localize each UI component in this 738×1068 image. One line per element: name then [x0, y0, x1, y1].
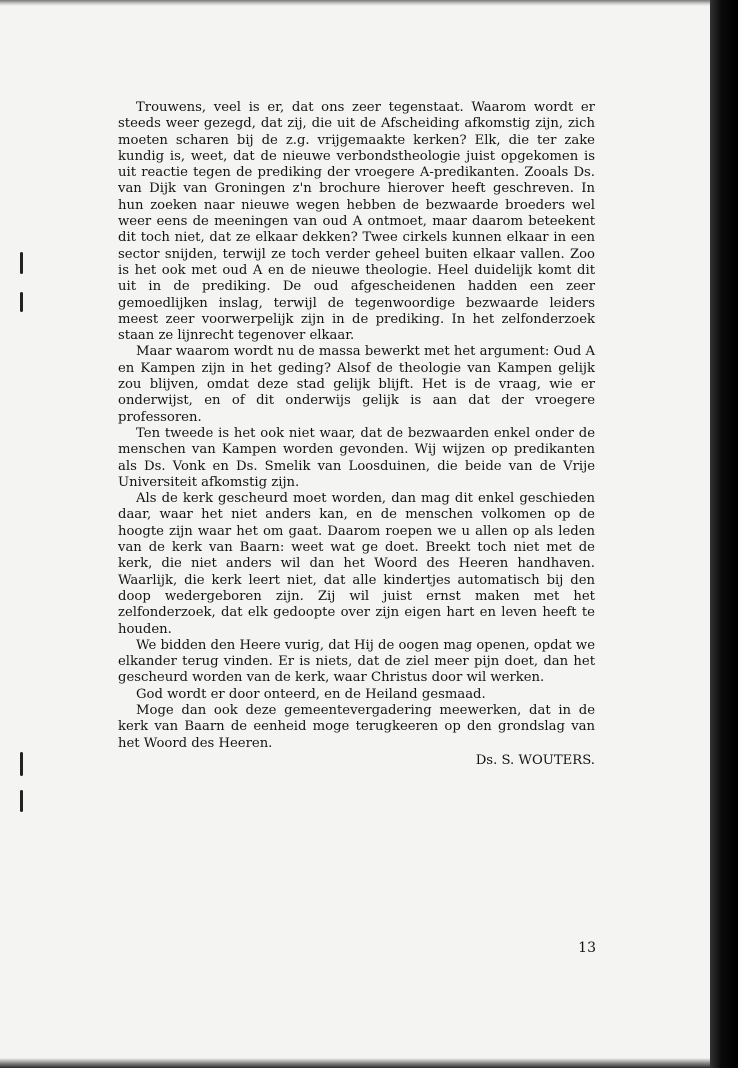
- paragraph: God wordt er door onteerd, en de Heiland gesmaad.: [136, 686, 486, 702]
- binding-mark: [20, 252, 23, 274]
- binding-mark: [20, 752, 23, 776]
- paragraph: Ten tweede is het ook niet waar, dat de bezwaarden enkel onder de menschen van Kampen worden gevonden. Wij wijzen op predikanten als Ds. Vonk en Ds. Smelik van Loosduinen, die beide van de Vrije Universiteit afkomstig zijn.: [118, 425, 595, 490]
- paragraph: Als de kerk gescheurd moet worden, dan mag dit enkel geschieden daar, waar het niet anders kan, en de menschen volkomen op de hoogte zijn waar het om gaat. Daarom roepen we u allen op als leden van de kerk van Baarn: weet wat ge doet. Breekt toch niet met de kerk, die niet anders wil dan het Woord des Heeren handhaven. Waarlijk, die kerk leert niet, dat alle kindertjes automatisch bij den doop wedergeboren zijn. Zij wil juist ernst maken met het zelfonderzoek, dat elk gedoopte over zijn eigen hart en leven heeft te houden.: [118, 491, 595, 637]
- page-number: 13: [578, 940, 596, 956]
- page-top-edge: [0, 0, 710, 6]
- binding-mark: [20, 790, 23, 812]
- paragraph: Trouwens, veel is er, dat ons zeer tegenstaat. Waarom wordt er steeds weer gezegd, dat zij, die uit de Afscheiding afkomstig zijn, zich moeten scharen bij de z.g. vrijgemaakte kerken? Elk, die ter zake kundig is, weet, dat de nieuwe verbondstheologie juist opgekomen is uit reactie tegen de prediking der vroegere A-predikanten. Zooals Ds. van Dijk van Groningen z'n brochure hierover heeft geschreven. In hun zoeken naar nieuwe wegen hebben de bezwaarde broeders wel weer eens de meeningen van oud A ontmoet, maar daarom beteekent dit toch niet, dat ze elkaar dekken? Twee cirkels kunnen elkaar in een sector snijden, terwijl ze toch verder geheel buiten elkaar vallen. Zoo is het ook met oud A en de nieuwe theologie. Heel duidelijk komt dit uit in de prediking. De oud afgescheidenen hadden een zeer gemoedlijken inslag, terwijl de tegenwoordige bezwaarde leiders meest zeer voorwerpelijk zijn in de prediking. In het zelfonderzoek staan ze lijnrecht tegenover elkaar.: [118, 100, 595, 344]
- scan-border: [710, 0, 738, 1068]
- author-signature: Ds. S. WOUTERS.: [475, 752, 595, 768]
- page-bottom-edge: [0, 1058, 710, 1068]
- paragraph: We bidden den Heere vurig, dat Hij de oogen mag openen, opdat we elkander terug vinden. Er is niets, dat de ziel meer pijn doet, dan het gescheurd worden van de kerk, waar Christus door wil werken.: [118, 637, 595, 686]
- binding-mark: [20, 292, 23, 312]
- paragraph: Moge dan ook deze gemeentevergadering meewerken, dat in de kerk van Baarn de eenheid moge terugkeeren op den grondslag van het Woord des Heeren.: [118, 702, 595, 751]
- paragraph: Maar waarom wordt nu de massa bewerkt met het argument: Oud A en Kampen zijn in het geding? Alsof de theologie van Kampen gelijk zou blijven, omdat deze stad gelijk blijft. Het is de vraag, wie er onderwijst, en of dit onderwijs gelijk is aan dat der vroegere professoren.: [118, 344, 595, 425]
- article-body: [118, 100, 595, 769]
